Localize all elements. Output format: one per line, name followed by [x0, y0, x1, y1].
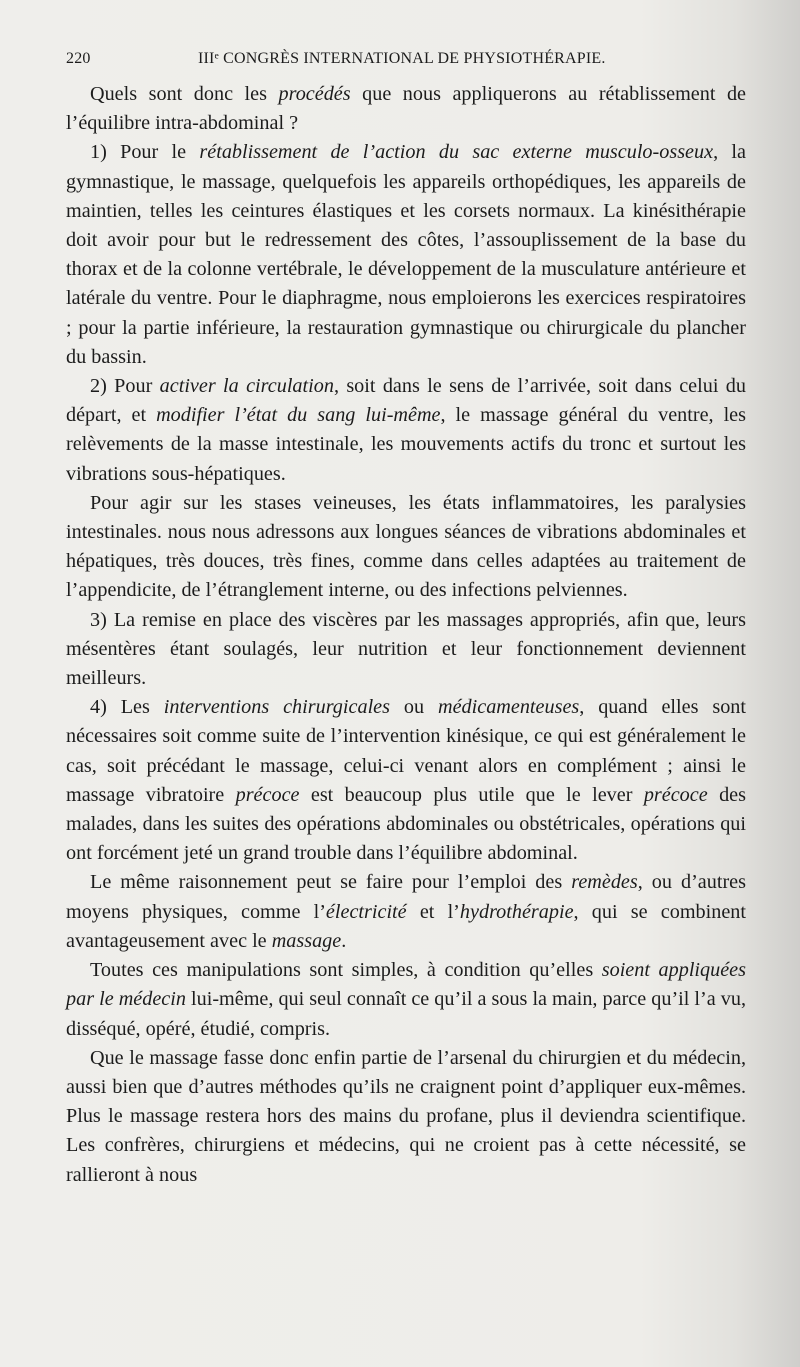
text-run: est beaucoup plus utile que le lever — [299, 783, 644, 806]
text-run: et l’ — [406, 900, 460, 923]
text-run: , la gymnastique, le massage, quelquefois les appareils orthopédiques, les appareils de maintien, telles les ceintures élastiques et les corsets normaux. La kinésithérapie doit avoir pour but le redressement des côtes, l’assouplissement de la base du thorax et de la colonne vertébrale, le développement de la musculature antérieure et latérale du ventre. Pour le diaphragme, nous emploierons les exercices respiratoires ; pour la partie inférieure, la restauration gymnastique ou chirurgicale du plancher du bassin. — [66, 141, 746, 368]
page-number: 220 — [66, 50, 91, 67]
italic-text-run: précoce — [235, 783, 300, 806]
body-text — [66, 80, 746, 1190]
italic-text-run: précoce — [643, 783, 708, 806]
italic-text-run: remèdes — [571, 871, 638, 894]
text-run: Toutes ces manipulations sont simples, à condition qu’elles — [90, 959, 602, 982]
text-run: des malades, dans les suites des opérations abdominales ou obstétricales, opérations qui ont forcément jeté un grand trouble dans l’équilibre abdominal. — [66, 783, 746, 865]
text-run: . — [341, 929, 347, 952]
italic-text-run: rétablissement de l’action du sac externe musculo-osseux — [199, 141, 714, 164]
paragraph — [66, 606, 746, 694]
italic-text-run: électricité — [325, 900, 407, 923]
text-run: que nous appliquerons au rétablissement de l’équilibre intra-abdominal ? — [66, 83, 747, 135]
text-run: 3) La remise en place des viscères par les massages appropriés, afin que, leurs mésentères étant soulagés, leur nutrition et leur fonctionnement deviennent meilleurs. — [66, 608, 746, 690]
text-run: 4) Les — [90, 696, 164, 719]
text-run: ou — [390, 696, 438, 719]
paragraph — [66, 956, 746, 1044]
paragraph — [66, 868, 746, 956]
text-run: Pour agir sur les stases veineuses, les états inflammatoires, les paralysies intestinales. nous nous adressons aux longues séances de vibrations abdominales et hépatiques, très douces, très fines, comme dans celles adaptées au traitement de l’appendicite, de l’étranglement interne, ou des infections pelviennes. — [66, 491, 746, 602]
paragraph — [66, 80, 746, 138]
text-run: Que le massage fasse donc enfin partie de l’arsenal du chirurgien et du médecin, aussi bien que d’autres méthodes qu’ils ne craignent point d’appliquer eux-mêmes. Plus le massage restera hors des mains du profane, plus il deviendra scientifique. Les confrères, chirurgiens et médecins, qui ne croient pas à cette nécessité, se rallieront à nous — [66, 1046, 746, 1186]
italic-text-run: interventions chirurgicales — [163, 696, 390, 719]
italic-text-run: soient appliquées par le médecin — [66, 959, 747, 1011]
italic-text-run: massage — [271, 929, 342, 952]
paragraph — [66, 372, 746, 489]
text-run: 1) Pour le — [90, 141, 200, 164]
paragraph — [66, 693, 746, 868]
italic-text-run: modifier l’état du sang lui-même — [156, 404, 441, 427]
text-run: lui-même, qui seul connaît ce qu’il a sous la main, parce qu’il l’a vu, disséqué, opéré, étudié, compris. — [66, 988, 747, 1040]
running-title: IIIᵉ CONGRÈS INTERNATIONAL DE PHYSIOTHÉRAPIE. — [198, 50, 606, 67]
text-run: Le même raisonnement peut se faire pour l’emploi des — [90, 871, 572, 894]
paragraph — [66, 1044, 746, 1190]
italic-text-run: hydrothérapie — [459, 900, 574, 923]
text-run: , qui se combinent avantageusement avec le — [66, 900, 746, 952]
italic-text-run: médicamenteuses — [438, 696, 580, 719]
paragraph — [66, 138, 746, 372]
text-run: , ou d’autres moyens physiques, comme l’ — [66, 871, 746, 923]
text-run: 2) Pour — [90, 375, 160, 398]
text-run: , soit dans le sens de l’arrivée, soit dans celui du départ, et — [66, 375, 746, 427]
text-run: Quels sont donc les — [90, 83, 279, 105]
italic-text-run: activer la circulation — [159, 375, 334, 398]
text-run: , quand elles sont nécessaires soit comme suite de l’intervention kinésique, ce qui est généralement le cas, soit précédant le massage, celui-ci venant alors en complément ; ainsi le massage vibratoire — [66, 696, 747, 806]
paragraph — [66, 489, 746, 606]
italic-text-run: procédés — [278, 83, 351, 105]
text-run: , le massage général du ventre, les relèvements de la masse intestinale, les mouvements actifs du tronc et surtout les vibrations sous-hépatiques. — [66, 404, 747, 485]
